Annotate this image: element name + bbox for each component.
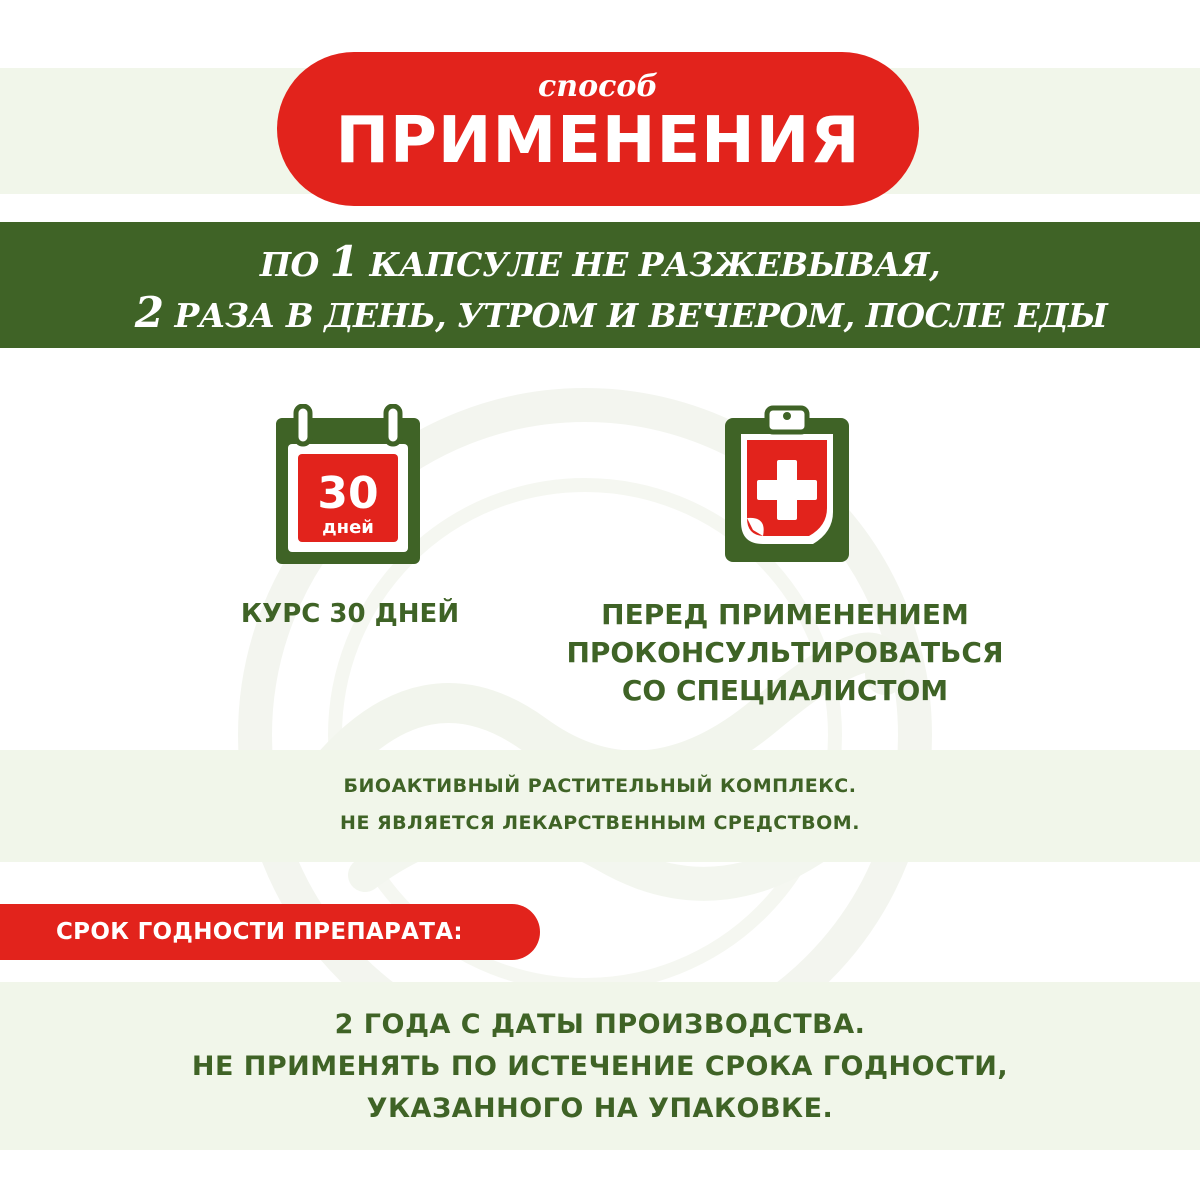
notice-text: БИОАКТИВНЫЙ РАСТИТЕЛЬНЫЙ КОМПЛЕКС. НЕ ЯВЛЯЕТСЯ ЛЕКАРСТВЕННЫМ СРЕДСТВОМ. bbox=[340, 775, 860, 834]
medical-clipboard-icon bbox=[723, 404, 851, 564]
title-pill bbox=[277, 52, 919, 206]
dosage-band bbox=[0, 222, 1200, 348]
expiry-text: 2 ГОДА С ДАТЫ ПРОИЗВОДСТВА. НЕ ПРИМЕНЯТЬ ПО ИСТЕЧЕНИЕ СРОКА ГОДНОСТИ, УКАЗАННОГО НА УПАКОВКЕ. bbox=[191, 1009, 1009, 1124]
dosage-line-1: ПО 1 КАПСУЛЕ НЕ РАЗЖЕВЫВАЯ, bbox=[259, 237, 941, 286]
calendar-unit: дней bbox=[322, 517, 374, 538]
course-label: КУРС 30 ДНЕЙ bbox=[240, 599, 460, 629]
consult-label: ПЕРЕД ПРИМЕНЕНИЕМ ПРОКОНСУЛЬТИРОВАТЬСЯ СО СПЕЦИАЛИСТОМ bbox=[566, 598, 1004, 707]
calendar-number: 30 bbox=[317, 468, 379, 519]
expiry-label: СРОК ГОДНОСТИ ПРЕПАРАТА: bbox=[0, 904, 540, 960]
title-small: способ bbox=[537, 69, 659, 104]
calendar-icon bbox=[274, 404, 422, 566]
dosage-line-2: 2 РАЗА В ДЕНЬ, УТРОМ И ВЕЧЕРОМ, ПОСЛЕ ЕДЫ bbox=[134, 288, 1108, 337]
page-title: ПРИМЕНЕНИЯ bbox=[335, 104, 861, 178]
